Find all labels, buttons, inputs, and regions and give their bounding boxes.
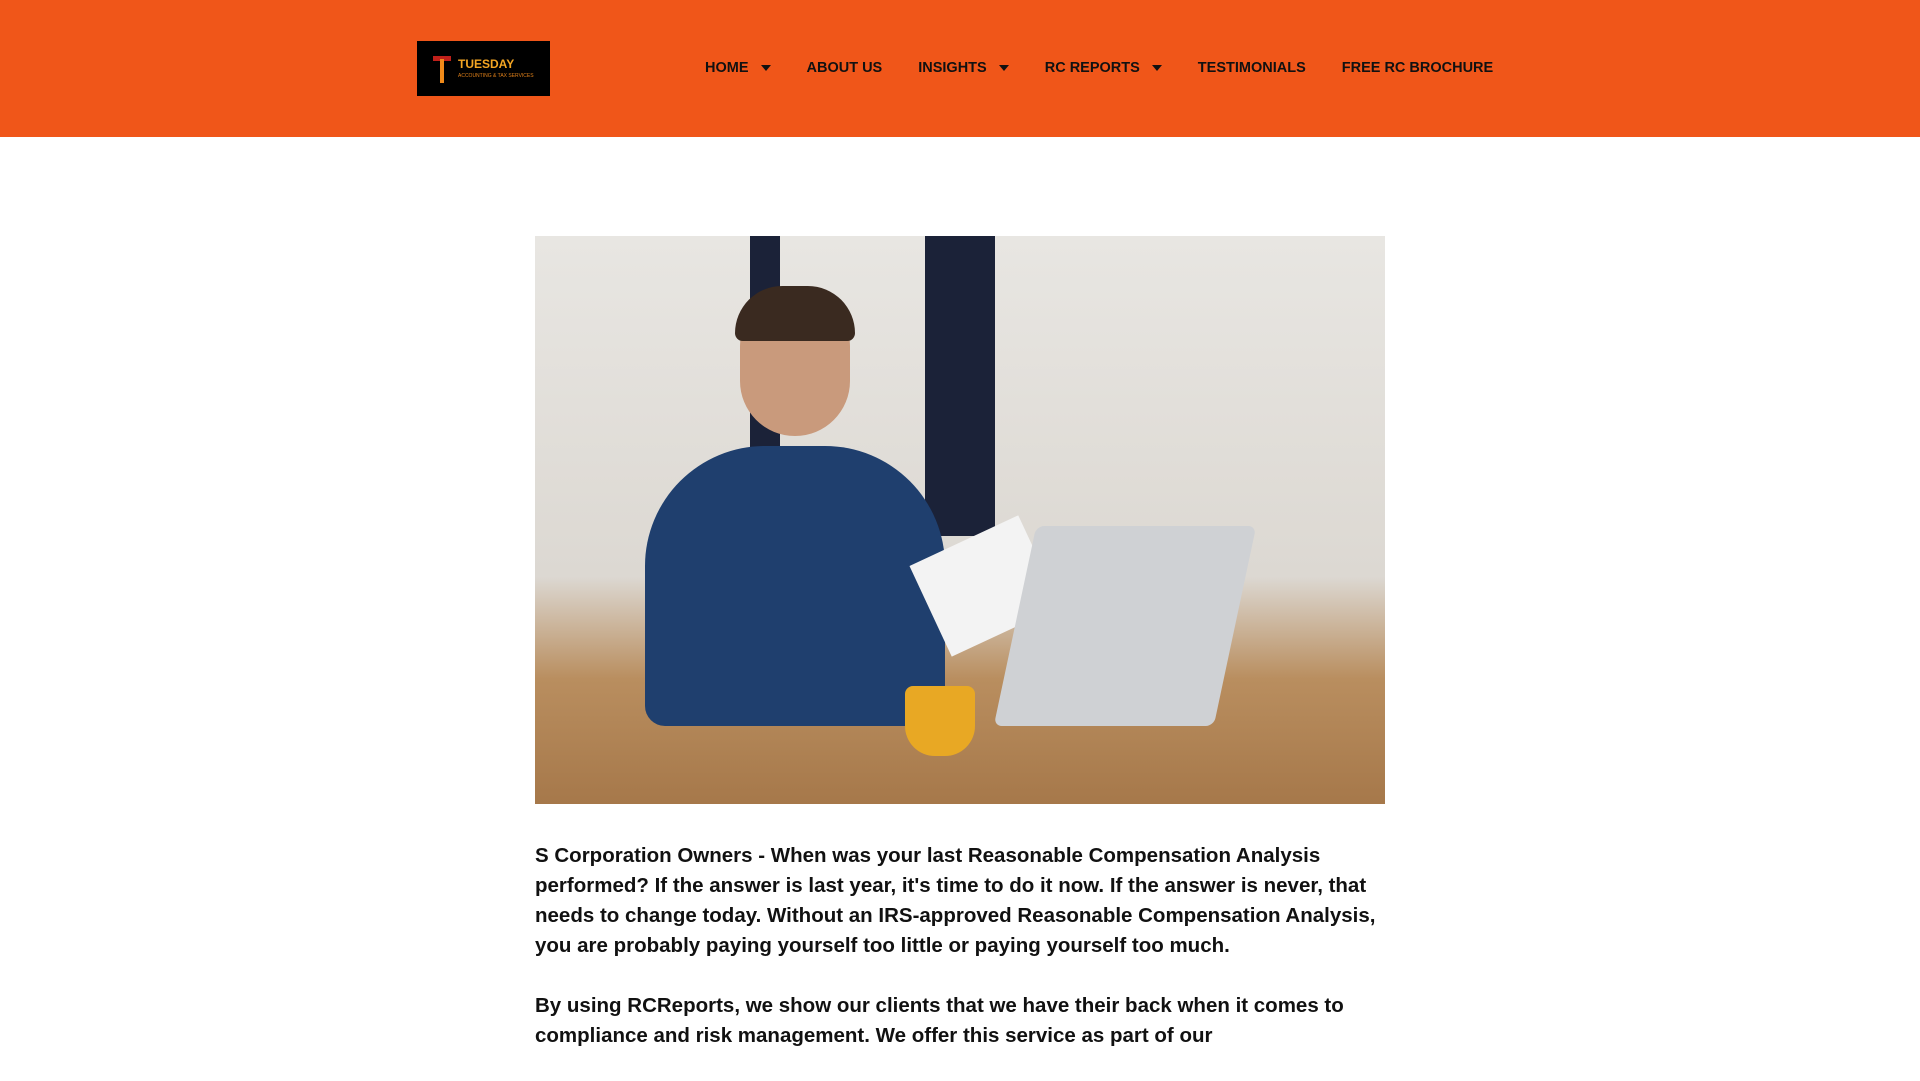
hero-image-man-reviewing-document	[535, 236, 1385, 804]
logo-wordmark	[458, 57, 534, 80]
person-shirt	[645, 446, 945, 726]
curtain	[925, 236, 995, 536]
logo-mark-icon	[429, 54, 455, 84]
logo-tagline: ACCOUNTING & TAX SERVICES	[458, 73, 534, 79]
nav-label: INSIGHTS	[918, 60, 987, 76]
laptop	[994, 526, 1257, 726]
nav-label: FREE RC BROCHURE	[1341, 60, 1494, 76]
logo-name: TUESDAY	[458, 57, 515, 71]
mug	[905, 686, 975, 756]
nav-insights[interactable]	[918, 58, 1008, 78]
nav-testimonials[interactable]	[1198, 58, 1306, 78]
logo[interactable]	[417, 41, 550, 96]
nav-label: ABOUT US	[806, 60, 883, 76]
nav-label: RC REPORTS	[1044, 60, 1140, 76]
caret-down-icon[interactable]	[999, 65, 1009, 71]
intro-paragraph: S Corporation Owners - When was your last Reasonable Compensation Analysis performed? If the answer is last year, it's time to do it now. If the answer is never, that needs to change today. Without an IRS-approved Reasonable Compensation Analysis, you are probably paying yourself too little or paying yourself too much.	[535, 844, 1376, 957]
caret-down-icon[interactable]	[761, 65, 771, 71]
nav-label: HOME	[705, 60, 749, 76]
main-nav	[705, 58, 1493, 78]
nav-rc-reports[interactable]	[1045, 58, 1162, 78]
nav-label: TESTIMONIALS	[1197, 60, 1306, 76]
nav-home[interactable]	[705, 58, 771, 78]
article-body	[535, 841, 1395, 1081]
rcreports-paragraph: By using RCReports, we show our clients that we have their back when it comes to compliance and risk management. We offer this service as part of our	[535, 994, 1344, 1047]
caret-down-icon[interactable]	[1152, 65, 1162, 71]
nav-free-rc-brochure[interactable]	[1342, 58, 1493, 78]
site-header	[0, 0, 1920, 137]
nav-about-us[interactable]	[807, 58, 883, 78]
